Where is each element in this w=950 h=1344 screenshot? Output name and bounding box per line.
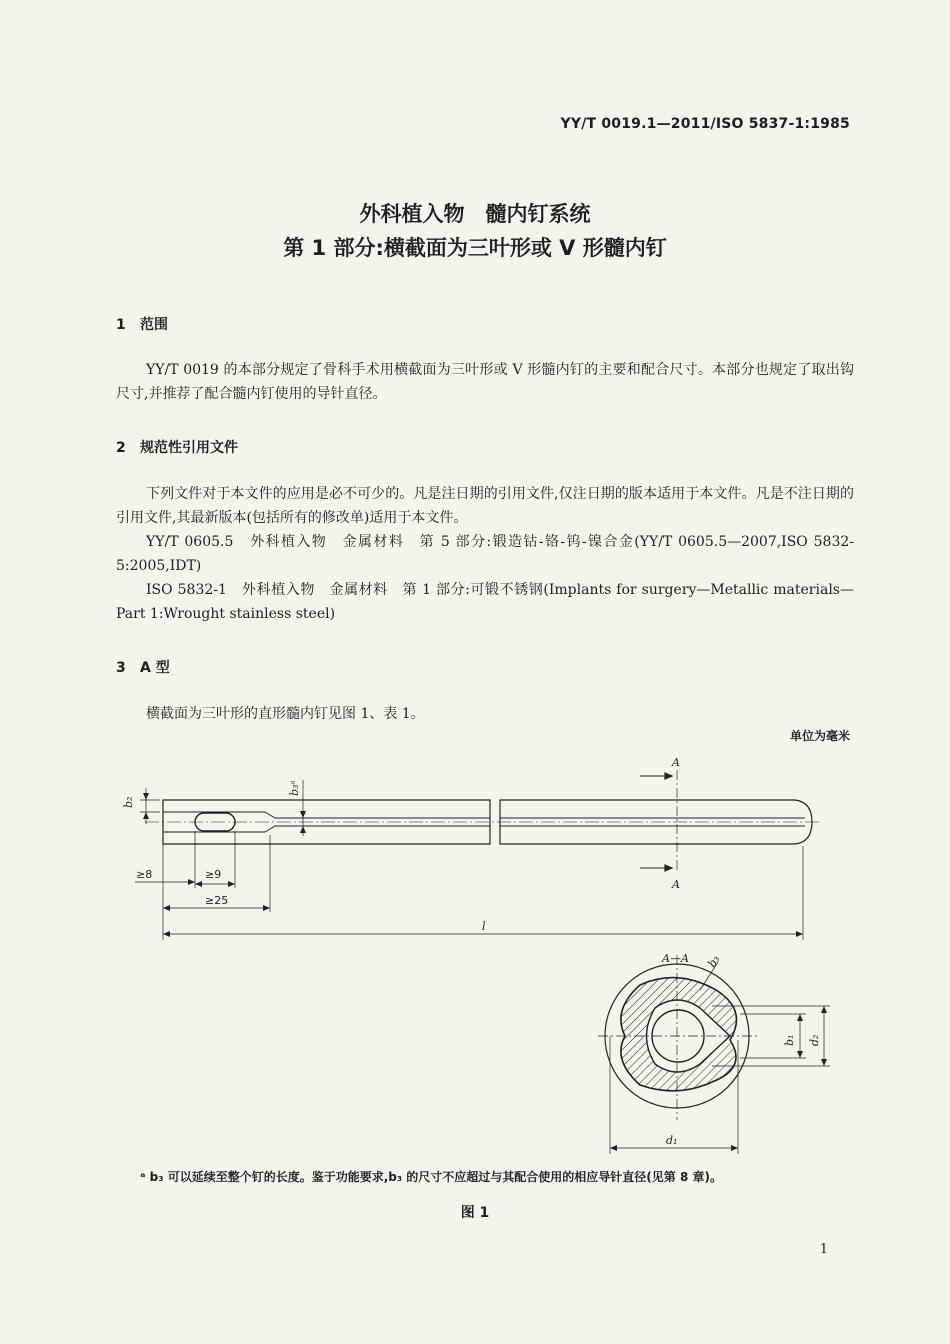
label-section-title: A—A [662,952,689,965]
label-length: l [482,920,486,933]
standard-code: YY/T 0019.1—2011/ISO 5837-1:1985 [560,116,850,132]
document-title-line2: 第 1 部分:横截面为三叶形或 V 形髓内钉 [283,236,667,260]
label-dim-25: ≥25 [205,894,229,907]
label-b3: b₃ [705,953,723,970]
figure-caption: 图 1 [460,1205,490,1221]
reference-item-1: YY/T 0605.5 外科植入物 金属材料 第 5 部分:锻造钴-铬-钨-镍合金(YY/T 0605.5—2007,ISO 5832-5:2005,IDT) [116,534,854,574]
scope-paragraph: YY/T 0019 的本部分规定了骨科手术用横截面为三叶形或 V 形髓内钉的主要和配合尺寸。本部分也规定了取出钩尺寸,并推荐了配合髓内钉使用的导针直径。 [116,362,854,402]
section-number: 2 [116,440,126,456]
section-title: A 型 [140,660,170,676]
references-intro-paragraph: 下列文件对于本文件的应用是必不可少的。凡是注日期的引用文件,仅注日期的版本适用于本文件。凡是不注日期的引用文件,其最新版本(包括所有的修改单)适用于本文件。 [116,486,854,526]
section-number: 1 [116,317,126,333]
label-dim-8: ≥8 [136,868,153,881]
label-section-mark-top: A [672,756,680,769]
label-b3-footnoted: b₃ᵃ [288,780,301,796]
figure-footnote: ᵃ b₃ 可以延续至整个钉的长度。鉴于功能要求,b₃ 的尺寸不应超过与其配合使用的相应导针直径(见第 8 章)。 [140,1170,722,1184]
page-number: 1 [819,1242,828,1257]
section-number: 3 [116,660,126,676]
label-d2: d₂ [808,1034,821,1046]
cross-section-view [598,955,830,1154]
label-b1: b₁ [783,1034,796,1046]
label-d1: d₁ [666,1134,678,1147]
label-b2: b₂ [122,796,135,808]
section-title: 规范性引用文件 [140,440,238,456]
reference-item-2: ISO 5832-1 外科植入物 金属材料 第 1 部分:可锻不锈钢(Implants for surgery—Metallic materials—Part 1:Wrought stainless steel) [116,582,854,622]
type-a-paragraph: 横截面为三叶形的直形髓内钉见图 1、表 1。 [146,706,425,722]
label-dim-9: ≥9 [205,868,222,881]
unit-note: 单位为毫米 [789,729,850,743]
section-title: 范围 [140,317,168,333]
document-title-line1: 外科植入物 髓内钉系统 [359,202,591,226]
label-section-mark-bottom: A [672,878,680,891]
